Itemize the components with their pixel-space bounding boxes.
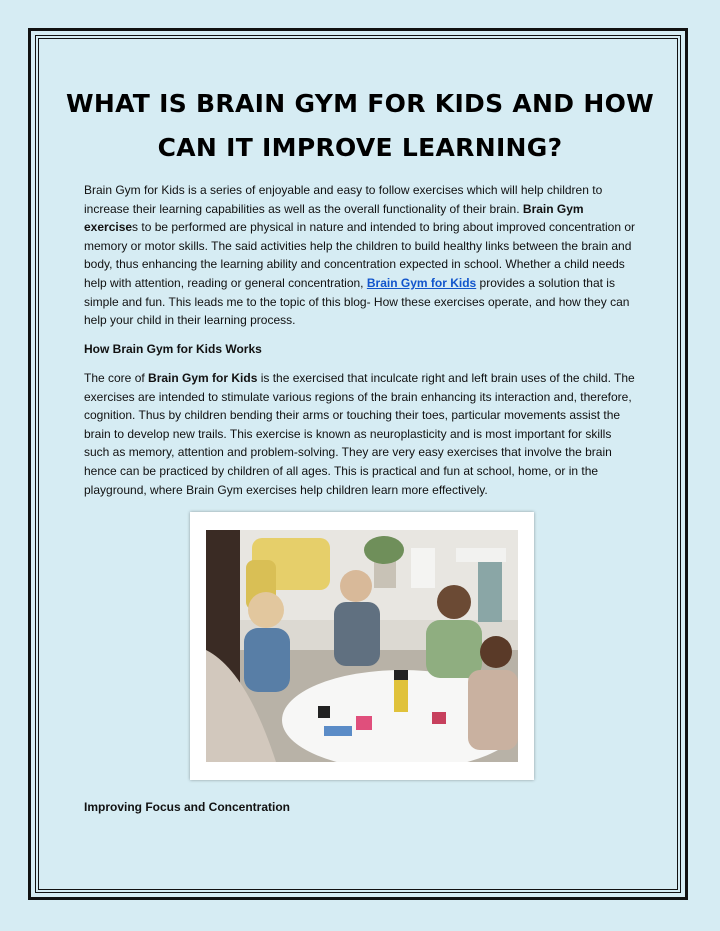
section1-text-1: The core of xyxy=(84,371,149,385)
intro-text-2: s to be performed are physical in nature and intended to bring about improved concentration or memory or motor skills. The said activities help the children to build healthy links between the brain and body, thus enhancing the learning ability and concentration expected in school. Whether a child needs help with attention, reading or general concentration, xyxy=(84,220,636,290)
intro-bold-1: Brain Gym exercise xyxy=(84,201,584,235)
section1-bold-1: Brain Gym for Kids xyxy=(148,371,258,385)
intro-paragraph xyxy=(84,181,640,330)
section-heading-focus: Improving Focus and Concentration xyxy=(84,800,291,814)
children-photo xyxy=(190,512,534,780)
how-it-works-paragraph xyxy=(84,369,640,499)
intro-text-1: Brain Gym for Kids is a series of enjoyable and easy to follow exercises which will help children to increase their learning capabilities as well as the overall functionality of their brain. xyxy=(84,183,603,216)
section1-text-2: is the exercised that inculcate right and left brain uses of the child. The exercises are intended to stimulate various regions of the brain enhancing its interaction and, therefore, cognition. Thus by children bending their arms or touching their toes, particular movements assist the brain to develop new trails. This exercise is known as neuroplasticity and is most important for skills such as memory, attention and problem-solving. They are very easy exercises that involve the brain hence can be practiced by children of all ages. This is practical and fun at school, home, or in the playground, where Brain Gym exercises help children learn more effectively. xyxy=(84,371,635,497)
page-title: WHAT IS BRAIN GYM FOR KIDS AND HOW CAN IT IMPROVE LEARNING? xyxy=(65,89,654,162)
intro-text-3: provides a solution that is simple and fun. This leads me to the topic of this blog- How these exercises operate, and how they can help your child in their learning process. xyxy=(84,275,630,328)
children-photo-illustration xyxy=(206,530,518,762)
brain-gym-link[interactable]: Brain Gym for Kids xyxy=(366,275,477,290)
section-heading-how-it-works: How Brain Gym for Kids Works xyxy=(84,342,262,356)
